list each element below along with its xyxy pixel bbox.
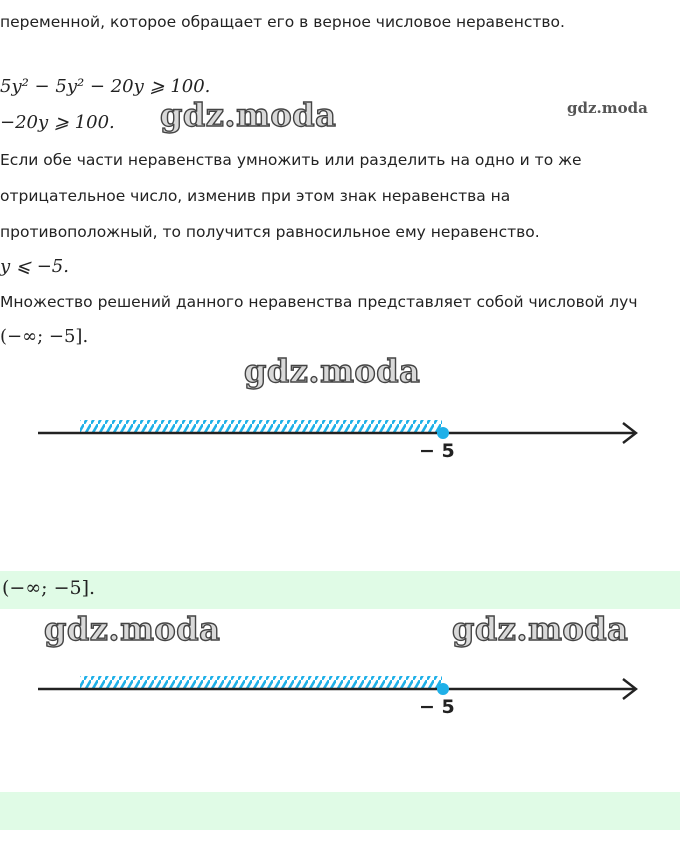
answer-interval: (−∞; −5].: [2, 577, 96, 599]
watermark-logo: gdz.moda: [44, 610, 221, 648]
tick-label: − 5: [419, 696, 455, 718]
number-line-figure-2: [0, 656, 680, 736]
tick-label: − 5: [419, 440, 455, 462]
solution-hatch: [80, 676, 442, 688]
closed-point: [437, 683, 449, 695]
paragraph-line: отрицательное число, изменив при этом знак неравенства на: [0, 187, 511, 205]
closed-point: [437, 427, 449, 439]
paragraph-line: Если обе части неравенства умножить или разделить на одно и то же: [0, 151, 582, 169]
watermark-logo: gdz.moda: [244, 352, 421, 390]
paragraph-line: Множество решений данного неравенства представляет собой числовой луч: [0, 293, 638, 311]
equation-1: 5y² − 5y² − 20y ⩾ 100.: [0, 76, 211, 97]
solution-hatch: [80, 420, 442, 432]
bottom-band: [0, 792, 680, 830]
paragraph-line: переменной, которое обращает его в верное числовое неравенство.: [0, 13, 565, 31]
watermark-logo: gdz.moda: [452, 610, 629, 648]
interval-text: (−∞; −5].: [0, 326, 89, 347]
answer-band: [0, 571, 680, 609]
number-line-figure-1: [0, 400, 680, 480]
watermark-logo: gdz.moda: [160, 96, 337, 134]
equation-2: −20y ⩾ 100.: [0, 112, 115, 133]
equation-3: y ⩽ −5.: [0, 256, 69, 277]
watermark-logo-small: gdz.moda: [567, 99, 648, 117]
paragraph-line: противоположный, то получится равносильное ему неравенство.: [0, 223, 540, 241]
